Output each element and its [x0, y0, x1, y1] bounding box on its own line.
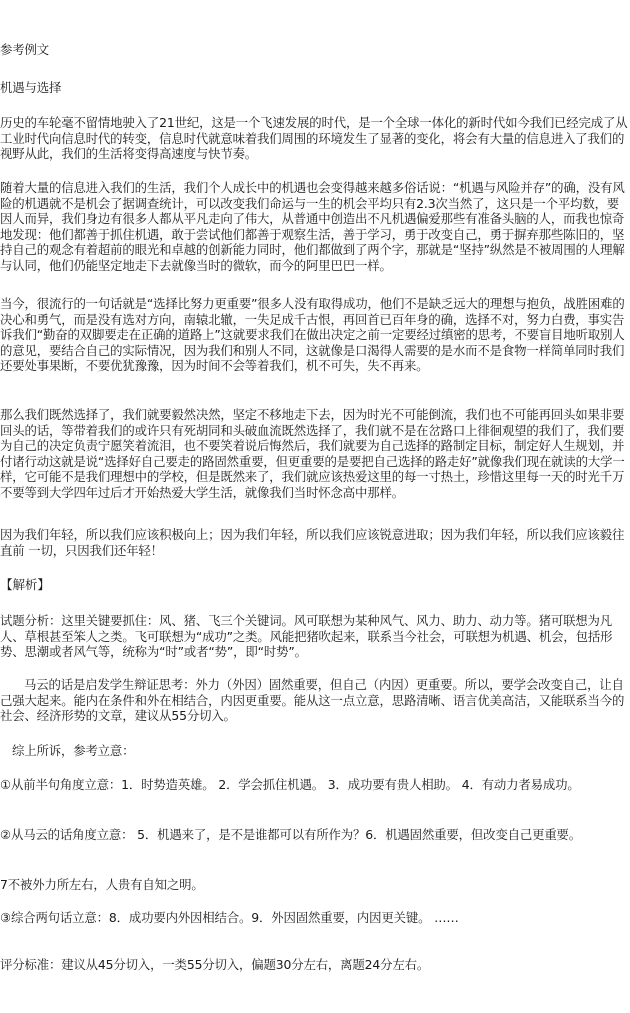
essay-paragraph: 随着大量的信息进入我们的生活，我们个人成长中的机遇也会变得越来越多俗话说：“机遇与风险并存”的确，没有风险的机遇就不是机会了据调查统计，可以改变我们命运与一生的机会平均只有2.3次当然了，这只是一个平均数，要因人而异，我们身边有很多人都从平凡走向了伟大，从普通中创造出不凡机遇偏爱那些有准备头脑的人，而我也惊奇地发现：他们都善于抓住机遇，敢于尝试他们都善于观察生活，善于学习，勇于改变自己，勇于摒弃那些陈旧的，坚持自己的观念有着超前的眼光和卓越的创新能力同时，他们都做到了两个字，那就是“坚持”纵然是不被周围的人理解与认同，他们仍能坚定地走下去就像当时的微软，而今的阿里巴巴一样。 [0, 180, 625, 273]
analysis-paragraph: 马云的话是启发学生辩证思考：外力（外因）固然重要，但自己（内因）更重要。所以，要学会改变自己，让自己强大起来。能内在条件和外在相结合，内因更重要。能从这一点立意，思路清晰、语言优美高洁，又能联系当今的社会、经济形势的文章，建议从55分切入。 [0, 677, 625, 724]
analysis-summary-heading: 综上所诉，参考立意： [12, 743, 135, 758]
essay-paragraph: 那么我们既然选择了，我们就要毅然决然，坚定不移地走下去，因为时光不可能倒流，我们也不可能再回头如果非要回头的话，等带着我们的或许只有死胡同和头破血流既然选择了，我们就不是在岔路口上徘徊观望的我们了，我们要为自己的决定负责宁愿笑着流泪，也不要笑着说后悔然后，我们就要为自己选择的路制定目标，制定好人生规划，并付诸行动这就是说“选择好自己要走的路固然重要，但更重要的是要把自己选择的路走好”就像我们现在就读的大学一样，它可能不是我们理想中的学校，但是既然来了，我们就应该热爱这里的每一寸热土，珍惜这里每一天的时光千万不要等到大学四年过后才开始热爱大学生活，就像我们当时怀念高中那样。 [0, 407, 625, 500]
essay-paragraph: 历史的车轮毫不留情地驶入了21世纪，这是一个飞速发展的时代，是一个全球一体化的新时代如今我们已经完成了从工业时代向信息时代的转变，信息时代就意味着我们周围的环境发生了显著的变化，将会有大量的信息进入了我们的视野从此，我们的生活将变得高速度与快节奏。 [0, 115, 628, 162]
reference-essay-label: 参考例文 [0, 42, 49, 57]
analysis-label: 【解析】 [0, 577, 50, 592]
essay-title: 机遇与选择 [0, 80, 62, 95]
essay-paragraph: 当今，很流行的一句话就是“选择比努力更重要”很多人没有取得成功，他们不是缺乏远大的理想与抱负，战胜困难的决心和勇气，而是没有选对方向，南辕北辙，一失足成千古恨，再回首已百年身的确，选择不对，努力白费，事实告诉我们“勤奋的双脚要走在正确的道路上”这就要求我们在做出决定之前一定要经过缜密的思考，不要盲目地听取别人的意见，要结合自己的实际情况，因为我们和别人不同，这就像是口渴得人需要的是水而不是食物一样简单同时我们还要处事果断，不要优犹豫豫，因为时间不会等着我们，机不可失，失不再来。 [0, 296, 625, 374]
analysis-paragraph: 试题分析：这里关键要抓住：风、猪、飞三个关键词。风可联想为某种风气、风力、助力、动力等。猪可联想为凡人、草根甚至笨人之类。飞可联想为“成功”之类。风能把猪吹起来，联系当今社会，可联想为机遇、机会，包括形势、思潮或者风气等，统称为“时”或者“势”，即“时势”。 [0, 613, 613, 660]
analysis-idea-item: 7不被外力所左右，人贵有自知之明。 [0, 877, 204, 892]
analysis-idea-group: ①从前半句角度立意：1．时势造英雄。 2．学会抓住机遇。 3．成功要有贵人相助。 4．有动力者易成功。 [0, 777, 580, 792]
scoring-criteria: 评分标准：建议从45分切入，一类55分切入，偏题30分左右，离题24分左右。 [0, 957, 430, 972]
analysis-idea-group: ③综合两句话立意：8．成功要内外因相结合。9．外因固然重要，内因更关键。 …… [0, 910, 459, 925]
analysis-idea-group: ②从马云的话角度立意： 5．机遇来了，是不是谁都可以有所作为？6．机遇固然重要，但改变自己更重要。 [0, 827, 582, 842]
essay-paragraph: 因为我们年轻，所以我们应该积极向上；因为我们年轻，所以我们应该锐意进取；因为我们年轻，所以我们应该毅往直前 一切，只因我们还年轻！ [0, 527, 625, 558]
